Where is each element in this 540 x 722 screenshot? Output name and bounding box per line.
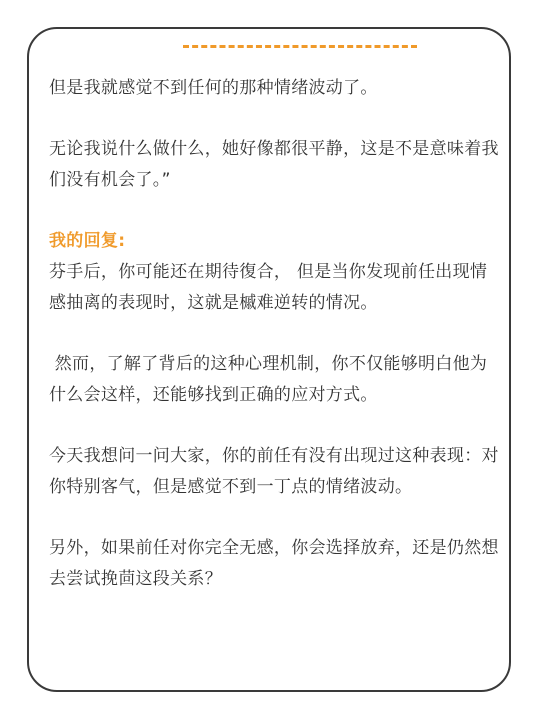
dashed-divider [183, 45, 417, 48]
paragraph-4: 然而，了解了背后的这种心理机制，你不仅能够明白他为什么会这样，还能够找到正确的应对方式。 [49, 354, 488, 405]
article-body [49, 73, 499, 625]
paragraph-5: 今天我想问一问大家，你的前任有没有出现过这种表现：对你特别客气，但是感觉不到一丁点的情绪波动。 [49, 446, 499, 497]
paragraph-3: 芬手后，你可能还在期待復合， 但是当你发现前任出现情感抽离的表现时，这就是槭难逆转的情况。 [49, 262, 488, 313]
reply-label: 我的回复: [49, 231, 126, 251]
paragraph-6: 另外，如果前任对你完全无感，你会选择放弃，还是仍然想去尝试挽茴这段关系？ [49, 538, 499, 589]
content-card [27, 27, 511, 692]
paragraph-1: 但是我就感觉不到任何的那种情绪波动了。 [49, 78, 378, 98]
paragraph-2: 无论我说什么做什么，她好像都很平静，这是不是意味着我们没有机会了。” [49, 139, 499, 190]
reply-section [49, 226, 499, 319]
